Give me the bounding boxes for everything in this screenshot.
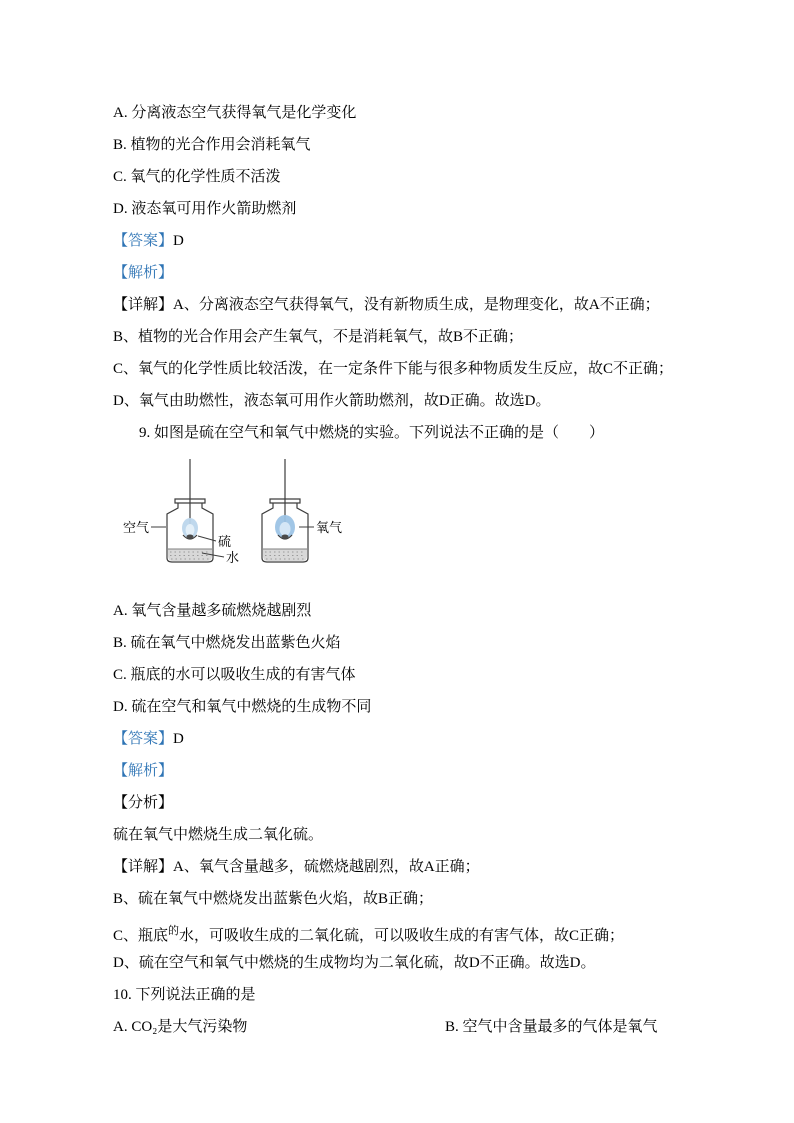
left-bottle-air bbox=[167, 459, 213, 562]
diagram-svg bbox=[115, 457, 355, 569]
q10-option-a: A. CO₂是大气污染物 bbox=[113, 1019, 248, 1035]
q8-detail-line-1: 【详解】A、分离液态空气获得氧气，没有新物质生成，是物理变化，故A不正确； bbox=[113, 297, 660, 313]
right-bottle-oxygen bbox=[262, 459, 308, 562]
q8-answer-line bbox=[113, 225, 704, 257]
q8-option-b: B. 植物的光合作用会消耗氧气 bbox=[113, 137, 311, 153]
q8-answer-value: D bbox=[173, 233, 184, 249]
q9-fenxi-line bbox=[113, 787, 704, 819]
q9-question-stem: 9. 如图是硫在空气和氧气中燃烧的实验。下列说法不正确的是（ ） bbox=[139, 425, 605, 441]
q9-answer-line bbox=[113, 723, 704, 755]
label-oxygen: 氧气 bbox=[316, 520, 343, 535]
q9-answer-label: 【答案】 bbox=[113, 731, 174, 747]
flame-air-inner bbox=[186, 524, 195, 536]
q9-answer-value: D bbox=[173, 731, 184, 747]
q9-analysis-label: 【解析】 bbox=[113, 763, 174, 779]
q10-options-row bbox=[113, 1011, 704, 1043]
q9-detail-c-post: 水，可吸收生成的二氧化硫，可以吸收生成的有害气体，故C正确； bbox=[179, 928, 625, 944]
q8-detail-line-3: C、氧气的化学性质比较活泼，在一定条件下能与很多种物质发生反应，故C不正确； bbox=[113, 361, 674, 377]
q9-detail-line-3 bbox=[113, 915, 704, 947]
q8-option-c: C. 氧气的化学性质不活泼 bbox=[113, 169, 281, 185]
q9-option-c: C. 瓶底的水可以吸收生成的有害气体 bbox=[113, 667, 356, 683]
q9-option-d: D. 硫在空气和氧气中燃烧的生成物不同 bbox=[113, 699, 372, 715]
q9-fenxi-label: 【分析】 bbox=[113, 795, 174, 811]
label-water: 水 bbox=[226, 550, 240, 565]
sulfur-sample-right bbox=[282, 535, 289, 539]
q10-question-stem: 10. 下列说法正确的是 bbox=[113, 987, 256, 1003]
label-sulfur: 硫 bbox=[218, 534, 232, 549]
sulfur-combustion-diagram bbox=[113, 449, 704, 595]
q9-option-b: B. 硫在氧气中燃烧发出蓝紫色火焰 bbox=[113, 635, 341, 651]
q9-option-a: A. 氧气含量越多硫燃烧越剧烈 bbox=[113, 603, 312, 619]
q8-analysis-line bbox=[113, 257, 704, 289]
q8-detail-line-2: B、植物的光合作用会产生氧气，不是消耗氧气，故B不正确； bbox=[113, 329, 524, 345]
q9-fenxi-text: 硫在氧气中燃烧生成二氧化硫。 bbox=[113, 827, 324, 843]
q9-detail-c-sup: 的 bbox=[168, 925, 180, 937]
label-air: 空气 bbox=[123, 520, 150, 535]
q8-analysis-label: 【解析】 bbox=[113, 265, 174, 281]
q8-detail-line-4: D、氧气由助燃性，液态氧可用作火箭助燃剂，故D正确。故选D。 bbox=[113, 393, 551, 409]
q10-option-b: B. 空气中含量最多的气体是氧气 bbox=[445, 1019, 658, 1035]
q8-answer-label: 【答案】 bbox=[113, 233, 174, 249]
q8-option-a: A. 分离液态空气获得氧气是化学变化 bbox=[113, 105, 357, 121]
q9-detail-c-pre: C、瓶底 bbox=[113, 928, 169, 944]
q9-analysis-line bbox=[113, 755, 704, 787]
q9-detail-line-1: 【详解】A、氧气含量越多，硫燃烧越剧烈，故A正确； bbox=[113, 859, 480, 875]
q9-detail-line-2: B、硫在氧气中燃烧发出蓝紫色火焰，故B正确； bbox=[113, 891, 434, 907]
sulfur-sample-left bbox=[187, 535, 194, 539]
q9-detail-line-4: D、硫在空气和氧气中燃烧的生成物均为二氧化硫，故D不正确。故选D。 bbox=[113, 955, 596, 971]
q8-option-d: D. 液态氧可用作火箭助燃剂 bbox=[113, 201, 297, 217]
flame-oxygen-inner bbox=[280, 522, 291, 536]
